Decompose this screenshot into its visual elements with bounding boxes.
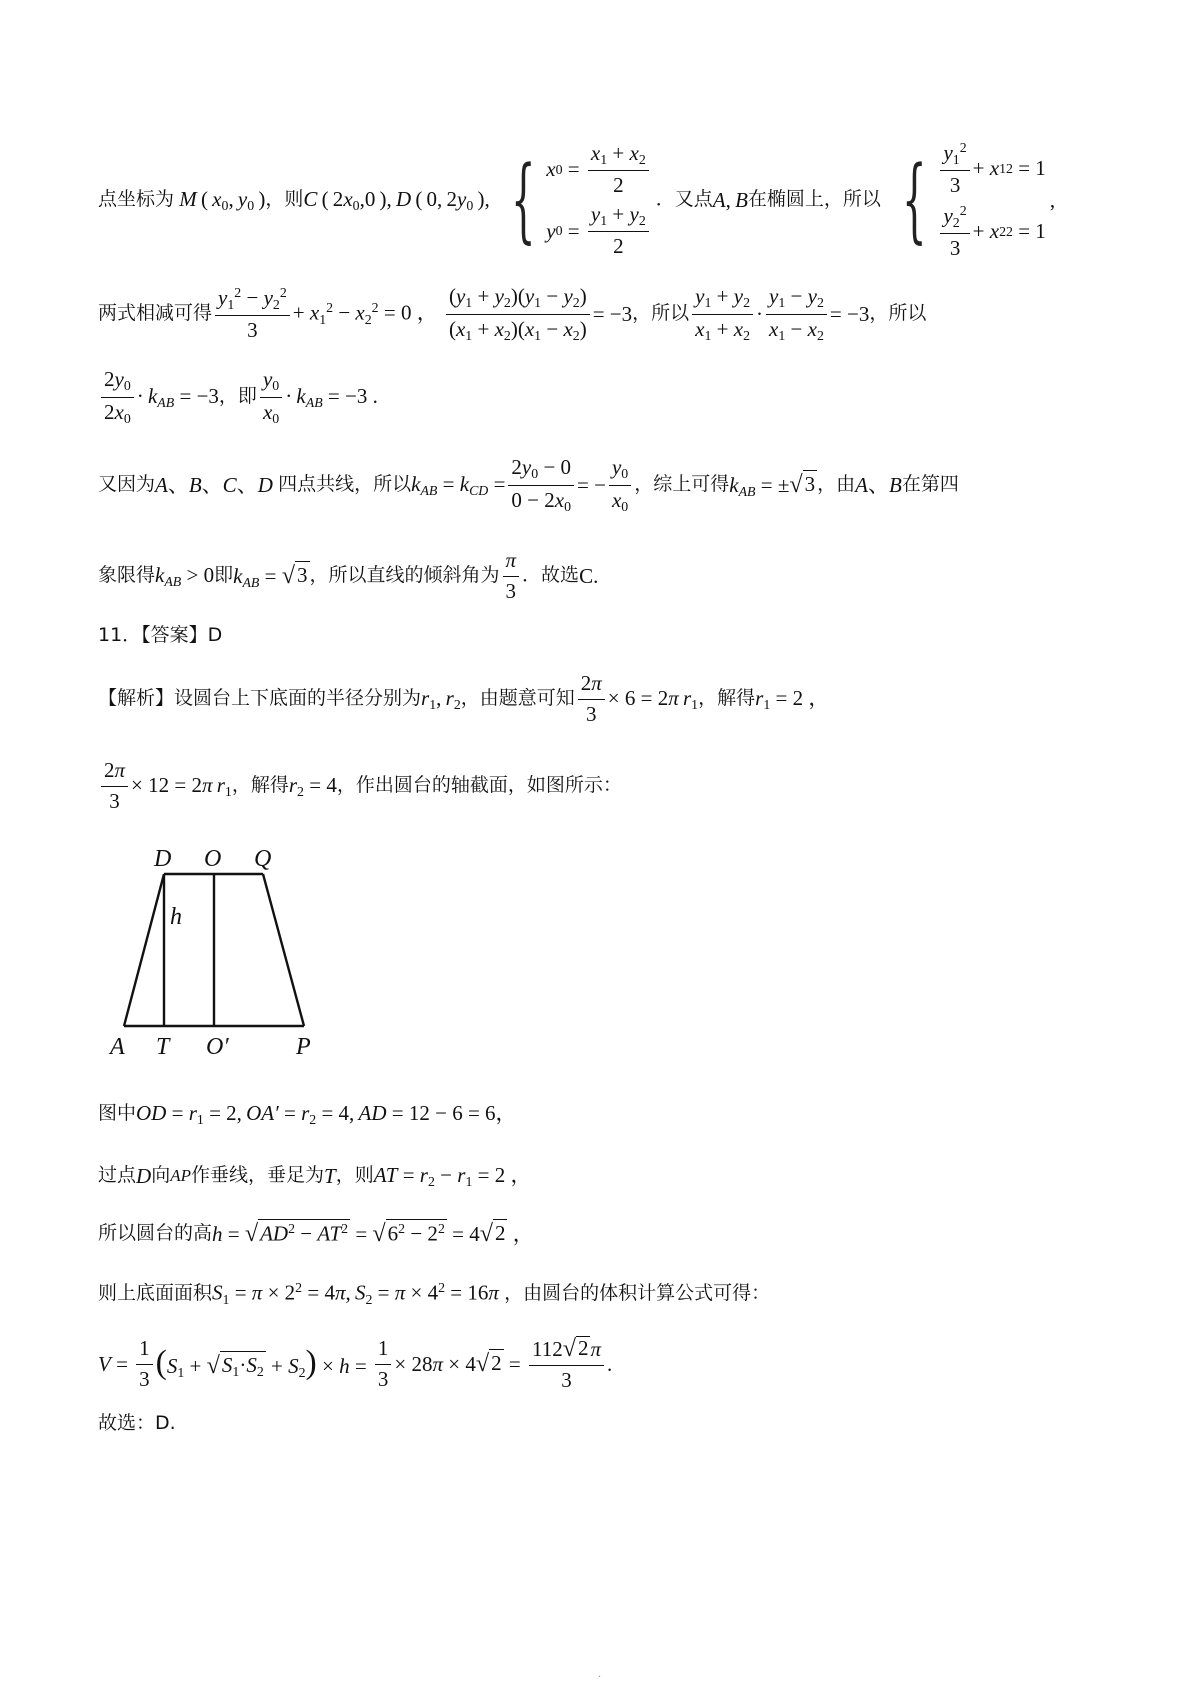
system-ellipse: { $\frac{y_1^2}{3}$ + x 1 2 = 1 $\frac{y_2^2}{3}$ + x 2 2 = 1: [901, 139, 1046, 260]
line-collinear: 又因为 A、B、C、D 四点共线，所以 $k_{AB} = k_{CD}$ = $\frac{2y_0 - 0}{0 - 2x_0}$ = − $\frac{y_0}{x_0}$ ，综上可得 $k_{AB}$ = ± √ 3 ，由 A、B 在第四: [98, 455, 959, 514]
line-volume: V = $\frac{1}{3}$ ($S_1$ + √ $S_1\cdot S_2$ + $S_2) \times h$ = $\frac{1}{3}$ × 28π × 4 √ 2 = 112 √ 2 π 3 .: [98, 1334, 613, 1393]
label-O-prime: O′: [206, 1034, 229, 1060]
label-T: T: [156, 1034, 170, 1060]
final-answer: 故选：D.: [98, 1412, 176, 1435]
math-M: M ( $x_0$, $y_0$ ): [179, 186, 266, 213]
answer-11: 11．【答案】D: [98, 624, 223, 647]
line-perpendicular: 过点 D 向 AP 作垂线，垂足为 T ，则 AT = $r_2 - r_1 = 2$ ，: [98, 1162, 532, 1189]
math-CD: C ( $2x_0,0$ ), D ( 0, $2y_0$ ),: [303, 186, 490, 213]
line-midpoint: 点坐标为 M ( $x_0$, $y_0$ ) ，则 C ( $2x_0,0$ ), D ( 0, $2y_0$ ), { x 0 = $\frac{x_1 + x_2}{2}$ y 0 = $\frac{y_1 + y_2}{2}$ ．又点 A, B 在椭圆上，所以 { $\frac{y_1^2}{3}$ + x 1 2 = 1 $\frac{y_2^2}{3}$ + x 2 2 = 1 ,: [98, 139, 1056, 260]
trapezoid-diagram: [108, 844, 338, 1062]
label-O: O: [204, 846, 222, 872]
line-areas: 则上底面面积 $S_1 = \pi \times 2^2 = 4\pi$, $S_2 = \pi \times 4^2 = 16\pi$ ，由圆台的体积计算公式可得：: [98, 1280, 771, 1308]
line-subtract: 两式相减可得 $\frac{y_1^2 - y_2^2}{3}$ + $x_1^2 - x_2^2 = 0$ ， $\frac{(y_1 + y_2)(y_1 - y_2)}{(x_1 + x_2)(x_1 - x_2)}$ = −3 ，所以 $\frac{y_1 + y_2}{x_1 + x_2}$ · $\frac{y_1 - y_2}{x_1 - x_2}$ = −3 ，所以: [98, 284, 927, 343]
page-mark: ·: [598, 1672, 602, 1683]
label-A: A: [110, 1034, 125, 1060]
line-angle: 象限得 $k_{AB} > 0$ 即 $k_{AB}$ = √ 3 ，所以直线的倾斜角为 $\frac{\pi}{3}$ ．故选 C.: [98, 548, 599, 603]
system-midpoint: { x 0 = $\frac{x_1 + x_2}{2}$ y 0 = $\frac{y_1 + y_2}{2}$: [494, 142, 652, 259]
line-analysis: 【解析】 设圆台上下底面的半径分别为 $r_1$, $r_2$ ，由题意可知 $\frac{2\pi}{3}$ × 6 = 2π $r_1$ ，解得 $r_1 = 2$ ，: [98, 671, 830, 726]
line-slope-relation: $\frac{2y_0}{2x_0}$ · $k_{AB} = -3$ ，即 $\frac{y_0}{x_0}$ · $k_{AB} = -3$ .: [98, 368, 1120, 426]
label-D: D: [154, 846, 172, 872]
line-height: 所以圆台的高 h = √ $AD^2 - AT^2$ = √ $6^2 - 2^2$ = 4 √ 2 ，: [98, 1214, 1120, 1254]
label-P: P: [296, 1034, 311, 1060]
label-Q: Q: [254, 846, 272, 872]
line-radius2: $\frac{2\pi}{3}$ × 12 = 2π $r_1$ ，解得 $r_2 = 4$ ，作出圆台的轴截面，如图所示：: [98, 757, 1120, 815]
line-lengths: 图中 OD = $r_1 = 2$, $OA' = r_2 = 4$, AD = 12 − 6 = 6，: [98, 1100, 517, 1127]
axial-section-figure: [108, 844, 338, 1062]
label-h: h: [170, 904, 182, 930]
